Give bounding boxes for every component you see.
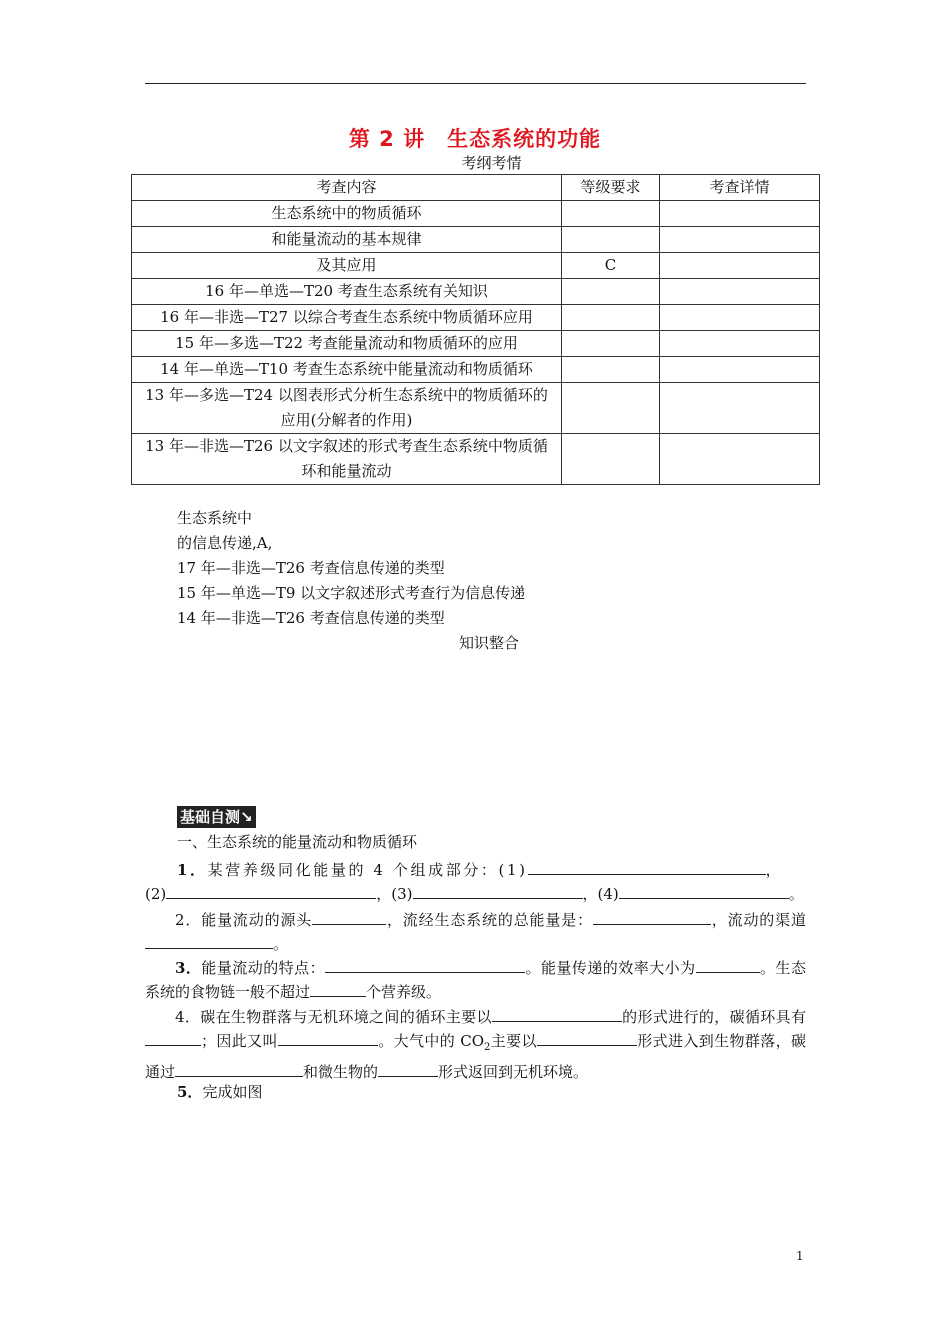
table-row [132,305,820,331]
table-cell [562,434,660,485]
table-cell: 和能量流动的基本规律 [132,227,562,253]
question-text: 。生态系统的食物链一般不超过 [145,959,806,1001]
table-cell [660,434,820,485]
question-text: 和微生物的 [303,1063,379,1081]
answer-blank[interactable] [492,1006,622,1022]
answer-blank[interactable] [619,883,789,899]
table-cell [562,383,660,434]
table-cell [562,227,660,253]
question-text: 。 [788,885,804,903]
answer-blank[interactable] [145,933,273,949]
info-line: 的信息传递,A, [177,534,273,552]
table-row [132,227,820,253]
question-1-cont [145,882,806,906]
table-cell: 及其应用 [132,253,562,279]
header-cell-details: 考查详情 [660,175,820,201]
table-row [132,434,820,485]
table-cell: C [562,253,660,279]
table-row [132,331,820,357]
answer-blank[interactable] [528,859,766,875]
answer-blank[interactable] [312,909,386,925]
table-row [132,279,820,305]
section-title: 一、生态系统的能量流动和物质循环 [177,833,418,851]
table-row [132,253,820,279]
question-text: ， [765,861,784,879]
table-cell [562,331,660,357]
table-cell: 16 年—非选—T27 以综合考查生态系统中物质循环应用 [132,305,562,331]
question-text: 形式进入到生物群落，碳通过 [145,1032,806,1081]
question-text: 主要以 [490,1032,537,1050]
answer-blank[interactable] [378,1061,438,1077]
table-cell: 15 年—多选—T22 考查能量流动和物质循环的应用 [132,331,562,357]
info-line: 14 年—非选—T26 考查信息传递的类型 [177,609,445,627]
answer-blank[interactable] [278,1030,378,1046]
table-cell [660,253,820,279]
answer-blank[interactable] [696,957,760,973]
info-line: 17 年—非选—T26 考查信息传递的类型 [177,559,445,577]
knowledge-heading: 知识整合 [459,634,520,652]
section-subtitle: 考纲考情 [461,154,522,172]
table-row [132,357,820,383]
page-number: 1 [796,1249,804,1263]
table-cell [660,383,820,434]
answer-blank[interactable] [537,1030,637,1046]
question-text: 4．碳在生物群落与无机环境之间的循环主要以 [175,1008,492,1026]
question-3 [145,956,806,1004]
question-text: ，流经生态系统的总能量是： [386,911,593,929]
table-cell [562,201,660,227]
question-text: 个营养级。 [366,983,442,1001]
question-text: 形式返回到无机环境。 [438,1063,589,1081]
question-number: 5． [177,1083,203,1101]
question-text: 某营养级同化能量的 4 个组成部分：(1) [207,861,528,879]
question-text: 能量流动的特点： [201,959,326,977]
header-cell-level: 等级要求 [562,175,660,201]
table-cell [660,331,820,357]
question-number: 1． [177,861,208,879]
question-text: 的形式进行的，碳循环具有 [621,1008,806,1026]
answer-blank[interactable] [310,981,366,997]
question-number: 3． [175,959,202,977]
info-line: 生态系统中 [177,509,253,527]
question-text: 。能量传递的效率大小为 [525,959,696,977]
question-text: 。 [273,935,289,953]
header-cell-content: 考查内容 [132,175,562,201]
table-cell: 13 年—非选—T26 以文字叙述的形式考查生态系统中物质循环和能量流动 [132,434,562,485]
info-line: 15 年—单选—T9 以文字叙述形式考查行为信息传递 [177,584,526,602]
answer-blank[interactable] [593,909,711,925]
question-text: ；因此又叫 [201,1032,278,1050]
table-cell: 13 年—多选—T24 以图表形式分析生态系统中的物质循环的应用(分解者的作用) [132,383,562,434]
answer-blank[interactable] [166,883,376,899]
question-text: 完成如图 [202,1083,263,1101]
answer-blank[interactable] [325,957,525,973]
self-test-badge: 基础自测↘ [177,806,256,828]
table-cell [660,357,820,383]
table-cell [660,201,820,227]
table-cell [660,305,820,331]
table-cell [562,357,660,383]
answer-blank[interactable] [145,1030,201,1046]
question-text: 。大气中的 CO [377,1032,485,1050]
answer-blank[interactable] [413,883,583,899]
table-cell: 16 年—单选—T20 考查生态系统有关知识 [132,279,562,305]
table-row [132,383,820,434]
question-4 [145,1005,806,1084]
subscript: 2 [484,1042,491,1053]
table-cell [660,227,820,253]
question-text: (2) [145,885,167,903]
exam-table [131,174,820,485]
table-cell [562,305,660,331]
table-cell [562,279,660,305]
question-text: ，(4) [582,885,619,903]
question-2 [145,908,806,956]
answer-blank[interactable] [175,1061,303,1077]
question-text: ，流动的渠道 [710,911,806,929]
header-rule [145,83,806,84]
question-1 [145,858,806,882]
table-cell: 生态系统中的物质循环 [132,201,562,227]
question-text: 2．能量流动的源头 [175,911,313,929]
table-cell [660,279,820,305]
question-text: ，(3) [376,885,413,903]
table-header-row [132,175,820,201]
table-row [132,201,820,227]
table-cell: 14 年—单选—T10 考查生态系统中能量流动和物质循环 [132,357,562,383]
page-title: 第 2 讲 生态系统的功能 [348,127,602,151]
question-5 [177,1080,262,1105]
